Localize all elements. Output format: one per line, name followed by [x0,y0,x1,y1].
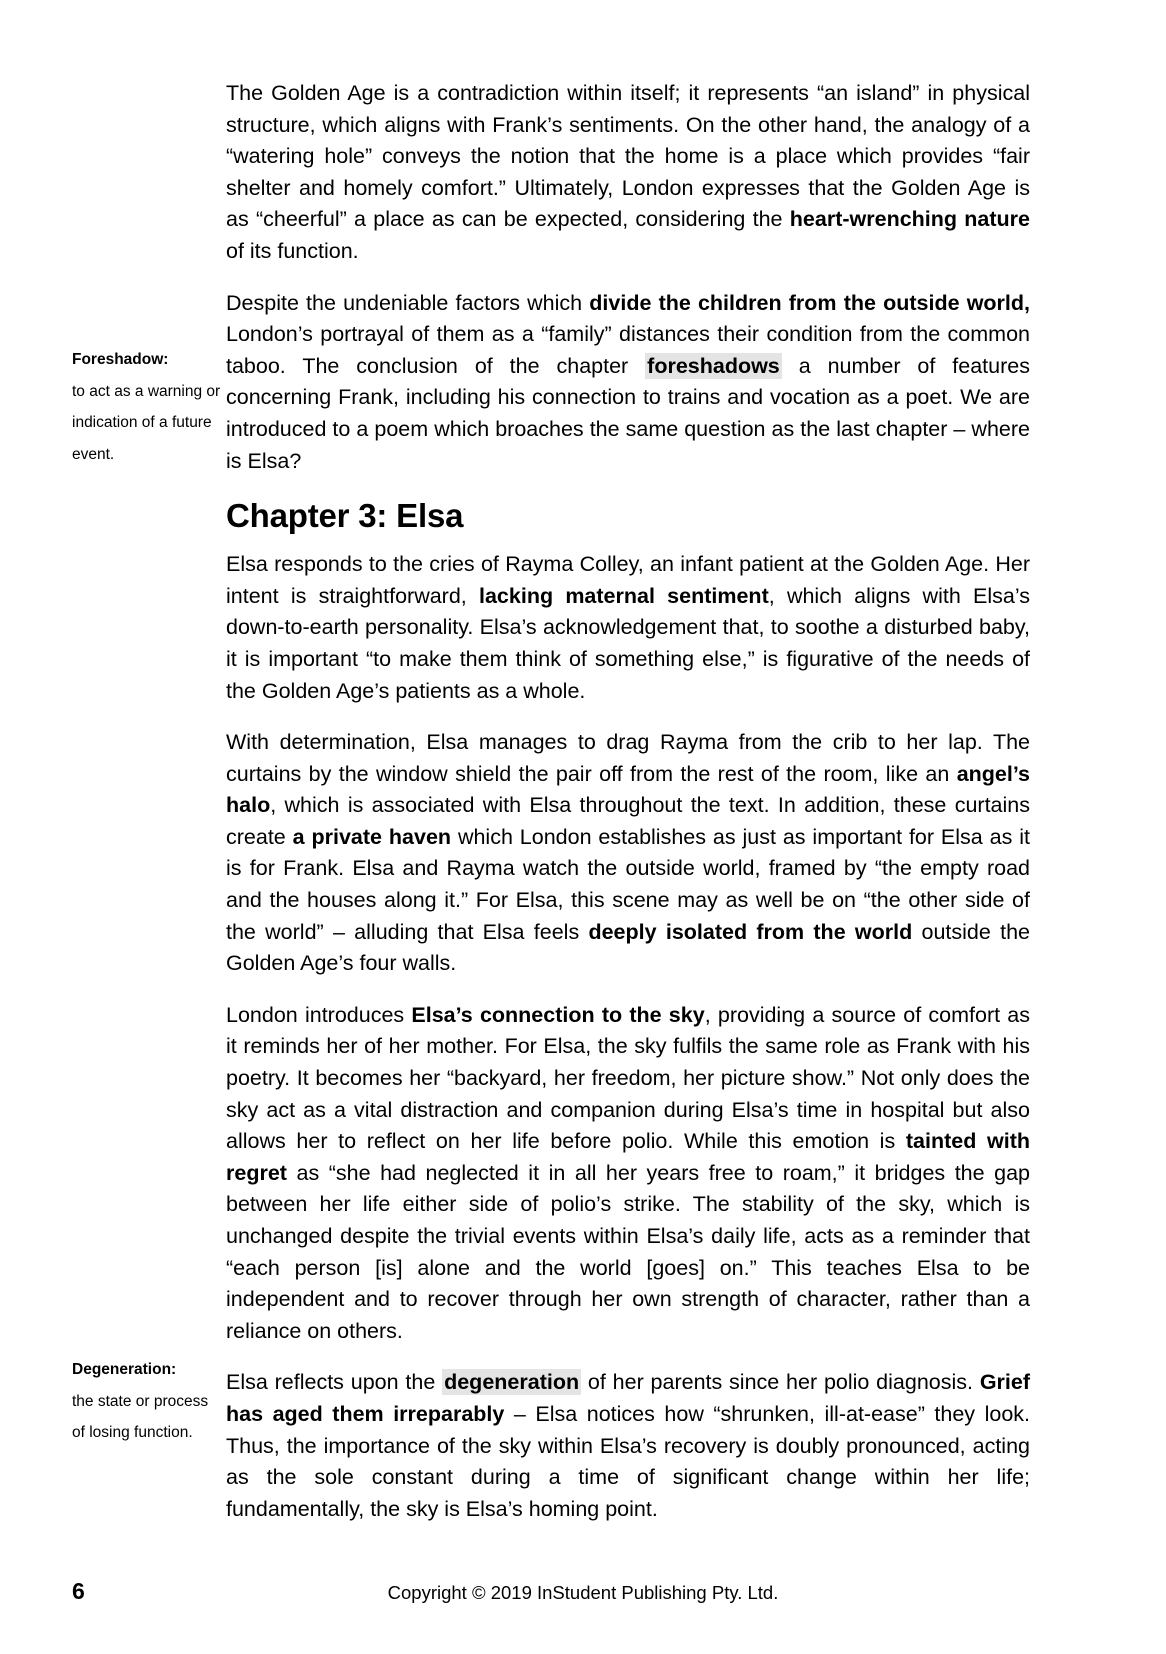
emphasis-lacking-maternal-sentiment: lacking maternal sentiment [479,583,769,608]
emphasis-heart-wrenching-nature: heart-wrenching nature [789,207,1030,232]
copyright-notice: Copyright © 2019 InStudent Publishing Pty. Ltd. [387,1582,779,1603]
text-run: outside the Golden Age’s four walls. [226,919,1030,976]
margin-note-foreshadow [72,344,224,470]
emphasis-divide-children: divide the children from the outside world, [589,290,1031,315]
page-number: 6 [72,1578,85,1604]
text-run: , which is associated with Elsa throughout the text. In addition, these curtains create [226,793,1030,849]
text-run: With determination, Elsa manages to drag Rayma from the crib to her lap. The curtains by the window shield the pair off from the rest of the room, like an [226,730,1030,786]
text-run: London’s portrayal of them as a “family” distances their condition from the common taboo. The conclusion of the chapter [226,322,1030,378]
margin-note-degeneration [72,1354,224,1449]
text-run: Elsa responds to the cries of Rayma Colley, an infant patient at the Golden Age. Her intent is straightforward, [226,552,1030,608]
page-footer [0,1578,1166,1618]
emphasis-tainted-with-regret: tainted with regret [226,1129,1030,1185]
paragraph-degeneration-of-parents [226,1367,1030,1525]
text-run: London introduces [226,1002,412,1027]
glossary-highlight-degeneration: degeneration [444,1370,580,1395]
paragraph-golden-age-contradiction [226,78,1030,268]
top-spacer [226,0,1030,78]
text-run: , which aligns with Elsa’s down-to-earth personality. Elsa’s acknowledgement that, to soothe a disturbed baby, it is important “to make them think of something else,” is figurative of the needs of the Golden Age’s patients as a whole. [226,583,1030,703]
text-run: of her parents since her polio diagnosis. [581,1370,980,1395]
text-run: of its function. [226,238,359,263]
emphasis-deeply-isolated: deeply isolated from the world [588,919,913,944]
margin-note-definition: to act as a warning or indication of a future event. [72,382,221,463]
body-column [226,0,1030,1525]
margin-note-definition: the state or process of losing function. [72,1392,209,1441]
paragraph-connection-to-sky [226,1000,1030,1348]
chapter-heading: Chapter 3: Elsa [226,497,464,535]
text-run: which London establishes as just as important for Elsa as it is for Frank. Elsa and Rayma watch the outside world, framed by “the empty road and the houses along it.” For Elsa, this scene may as well be on “the other side of the world” – alluding that Elsa feels [226,824,1030,944]
emphasis-angels-halo: angel’s halo [226,761,1030,818]
text-run: The Golden Age is a contradiction within itself; it represents “an island” in physical structure, which aligns with Frank’s sentiments. On the other hand, the analogy of a “watering hole” conveys the notion that the home is a place which provides “fair shelter and homely comfort.” Ultimately, London expresses that the Golden Age is as “cheerful” a place as can be expected, considering the [226,81,1030,232]
text-run: a number of features concerning Frank, including his connection to trains and vocation as a poet. We are introduced to a poem which broaches the same question as the last chapter – where is Elsa? [226,353,1030,473]
emphasis-private-haven: a private haven [292,824,452,849]
glossary-highlight-foreshadows: foreshadows [647,353,780,378]
emphasis-connection-to-sky: Elsa’s connection to the sky [411,1002,705,1027]
margin-note-term: Degeneration: [72,1361,177,1378]
paragraph-children-divided [226,288,1030,478]
text-run: Despite the undeniable factors which [226,290,590,315]
text-run: Elsa reflects upon the [226,1370,443,1395]
paragraph-elsa-rayma-cries [226,549,1030,707]
text-run: – Elsa notices how “shrunken, ill-at-ease” they look. Thus, the importance of the sky within Elsa’s recovery is doubly pronounced, acting as the sole constant during a time of significant change within her life; fundamentally, the sky is Elsa’s homing point. [226,1401,1030,1521]
emphasis-grief-has-aged-them: Grief has aged them irreparably [226,1370,1030,1426]
paragraph-curtains-private-haven [226,727,1030,980]
text-run: , providing a source of comfort as it reminds her of her mother. For Elsa, the sky fulfils the same role as Frank with his poetry. It becomes her “backyard, her freedom, her picture show.” Not only does the sky act as a vital distraction and companion during Elsa’s time in hospital but also allows her to reflect on her life before polio. While this emotion is [226,1002,1031,1154]
margin-note-term: Foreshadow: [72,351,169,368]
text-run: as “she had neglected it in all her years free to roam,” it bridges the gap between her life either side of polio’s strike. The stability of the sky, which is unchanged despite the trivial events within Elsa’s daily life, acts as a reminder that “each person [is] alone and the world [goes] on.” This teaches Elsa to be independent and to recover through her own strength of character, rather than a reliance on others. [226,1160,1030,1343]
